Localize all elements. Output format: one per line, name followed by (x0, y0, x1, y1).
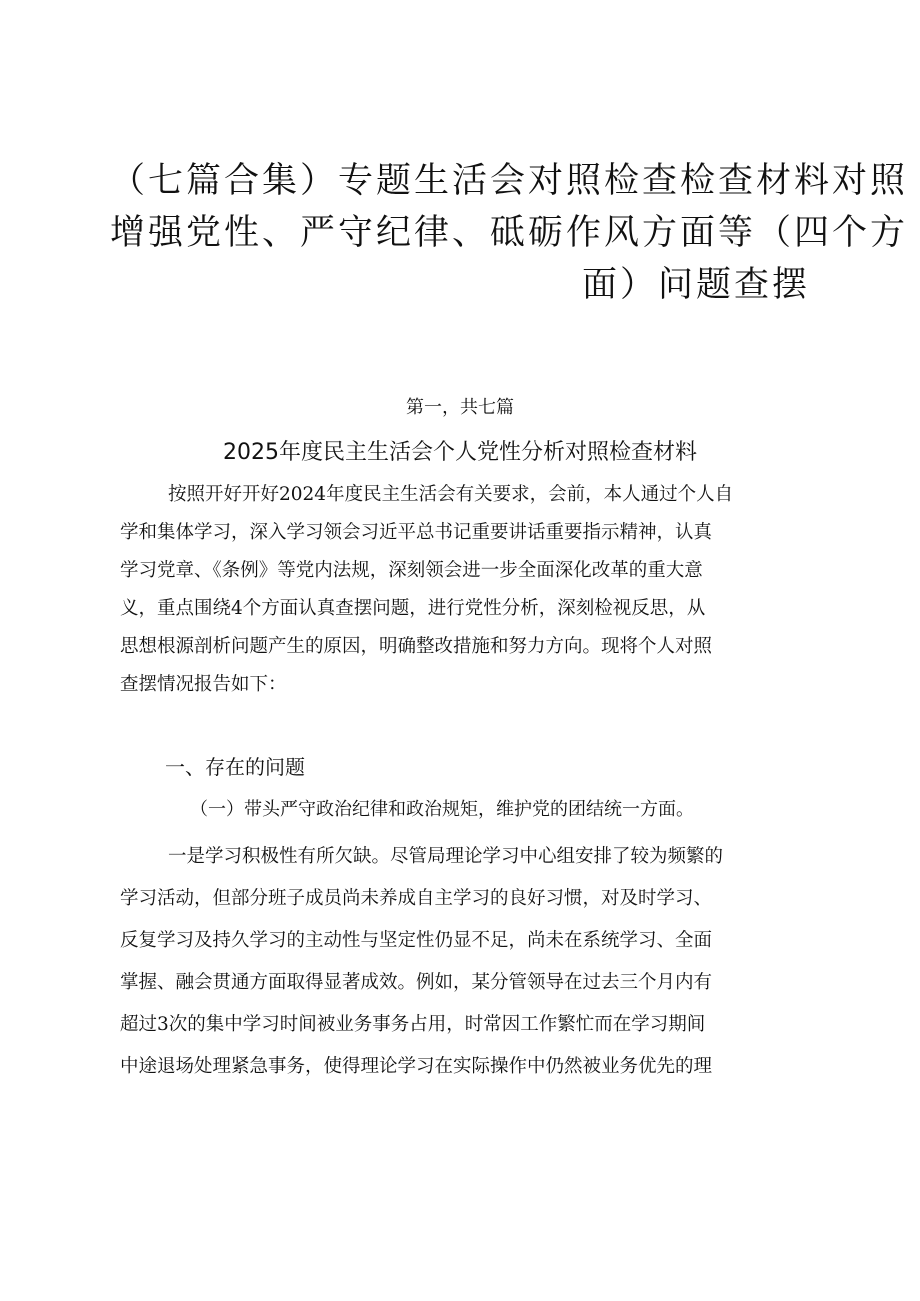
title-line: （七篇合集）专题生活会对照检查检查材料对照 (110, 161, 909, 201)
paragraph-line: 按照开好开好2024年度民主生活会有关要求，会前，本人通过个人自 (168, 484, 734, 505)
paragraph-line: 超过3次的集中学习时间被业务事务占用，时常因工作繁忙而在学习期间 (120, 1014, 706, 1035)
paragraph-line: 思想根源剖析问题产生的原因，明确整改措施和努力方向。现将个人对照 (120, 636, 713, 657)
paragraph-line: 反复学习及持久学习的主动性与坚定性仍显不足，尚未在系统学习、全面 (120, 930, 713, 951)
main-title (110, 155, 909, 311)
paragraph-line: 查摆情况报告如下： (120, 674, 287, 695)
subtitle: 第一，共七篇 (406, 397, 514, 418)
subsection-heading: （一）带头严守政治纪律和政治规矩，维护党的团结统一方面。 (190, 799, 694, 820)
paragraph-line: 学和集体学习，深入学习领会习近平总书记重要讲话重要指示精神，认真 (120, 522, 713, 543)
body-paragraph (120, 836, 810, 1088)
paragraph-line: 中途退场处理紧急事务，使得理论学习在实际操作中仍然被业务优先的理 (120, 1056, 713, 1077)
paragraph-line: 学习活动，但部分班子成员尚未养成自主学习的良好习惯，对及时学习、 (120, 888, 713, 909)
paragraph-line: 掌握、融会贯通方面取得显著成效。例如，某分管领导在过去三个月内有 (120, 972, 713, 993)
paragraph-line: 学习党章、《条例》等党内法规，深刻领会进一步全面深化改革的重大意 (120, 560, 703, 581)
title-line: 面）问题查摆 (581, 265, 810, 305)
intro-paragraph (120, 476, 810, 704)
paragraph-line: 一是学习积极性有所欠缺。尽管局理论学习中心组安排了较为频繁的 (168, 846, 724, 867)
document-title: 2025年度民主生活会个人党性分析对照检查材料 (223, 440, 697, 465)
title-line: 增强党性、严守纪律、砥砺作风方面等（四个方 (110, 213, 909, 253)
section-heading: 一、存在的问题 (165, 755, 305, 779)
paragraph-line: 义，重点围绕4个方面认真查摆问题，进行党性分析，深刻检视反思，从 (120, 598, 706, 619)
